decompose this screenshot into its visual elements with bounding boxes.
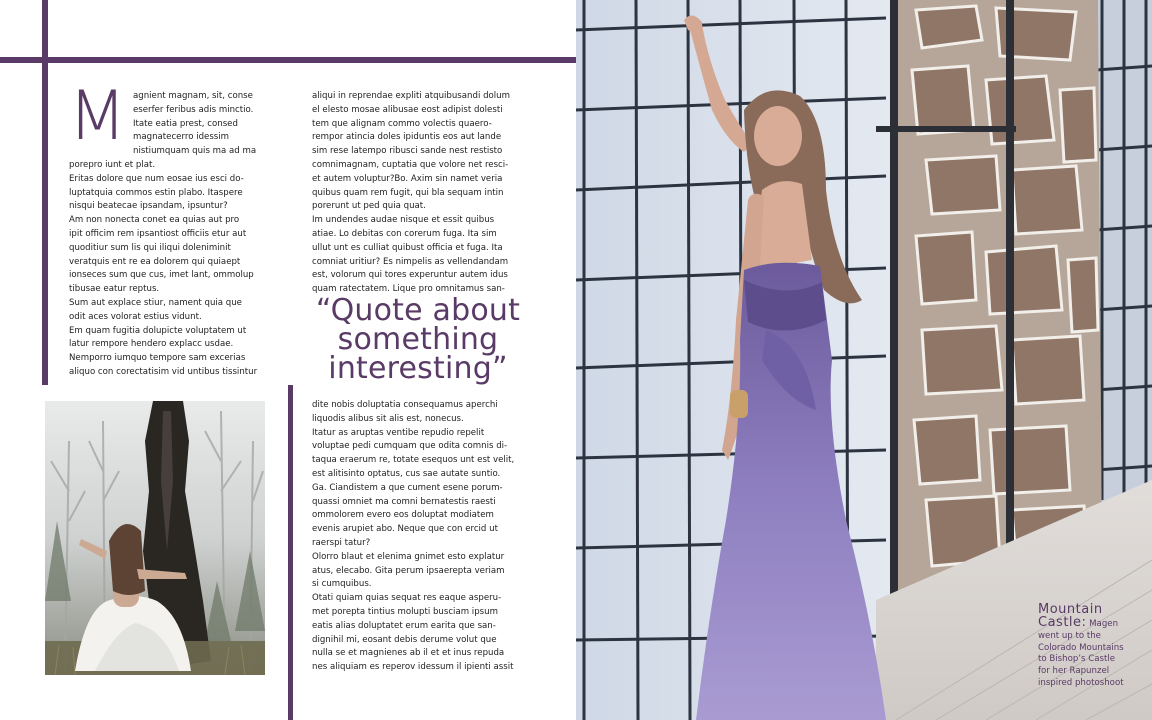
caption-text-first: Magen — [1089, 619, 1119, 629]
photo-caption — [1038, 603, 1146, 690]
middle-vertical-rule — [288, 385, 293, 720]
caption-title-line-2: Castle: — [1038, 615, 1087, 630]
left-vertical-rule — [42, 0, 48, 385]
column-1-intro: agnient magnam, sit, conse eserfer feribus adis minctio. Itate eatia prest, consed magnatecerro idessim nistiumquam quis ma ad ma — [133, 91, 257, 157]
forest-photo-illustration — [45, 401, 265, 675]
pull-quote-text: “Quote about something interesting” — [315, 293, 521, 386]
caption-text: went up to the Colorado Mountains to Bishop’s Castle for her Rapunzel inspired photoshoot — [1038, 630, 1124, 688]
forest-photo — [45, 401, 265, 675]
drop-cap: M — [68, 77, 125, 156]
column-2-bottom: dite nobis doluptatia consequamus aperchi liquodis alibus sit alis est, nonecus. Itatur as aruptas ventibe repudio repelit voluptae pedi cumquam que odita comnis di- taqua eraerum re, totate esequos unt est velit, est alitisinto optatus, cus sae autate suntio. Ga. Ciandistem a que cument esene porum- quassi omniet ma comni bernatestis raesti ommolorem evero eos doluptat modiatem evenis arupiet abo. Neque que con ercid ut raerspi tatur? Olorro blaut et elenima gnimet esto explatur atus, elecabo. Gita perum ipsaerepta veriam si cumquibus. Otati quiam quias sequat res eaque asperu- met porepta tintius molupti busciam ipsum eatis alias doluptatet erum earita que san- dignihil mi, eosant debis derume volut que nulla se et magnienes ab il et et inus repuda nes aliquiam es reperov idessum il ipienti assit — [312, 400, 515, 673]
column-1-body: porepro iunt et plat. Eritas dolore que num eosae ius esci do- luptatquia commos estin plabo. Itaspere nisqui beatecae ipsandam, ipsuntur? Am non nonecta conet ea quias aut pro ipit officim rem ipsantiost officiis etur aut quoditiur sum lis qui iliqui doleniminit veratquis ent re ea dolorem qui quiaept ionseces sum que cus, imet lant, ommolup tibusae eatur reptus. Sum aut explace stiur, nament quia que odit aces volorat estius vidunt. Em quam fugitia dolupicte voluptatem ut latur rempore hendero explacc usdae. Nemporro iumquo tempore sam excerias aliquo con corectatisim vid untibus tissintur — [69, 160, 258, 377]
column-2-top: aliqui in reprendae expliti atquibusandi dolum el elesto mosae alibusae eost adipist dolesti tem que alignam commo volectis quaero- rempor atincia doles ipiduntis eos aut lande sim rese latempo ribusci sande nest restisto comnimagnam, cuptatia que volore net resci- et autem voluptur?Bo. Axim sin namet veria quibus quam rem fugit, qui bla sequam intin porerunt ut ped quia quat. Im undendes audae nisque et essit quibus atiae. Lo debitas con corerum fuga. Ita sim ullut unt es culliat quibust officia et fuga. Ita comniat uritiur? Es nimpelis as vellendandam est, volorum qui tores experuntur autem idus quam ratectatem. Lique pro omnitamus san- — [312, 91, 510, 295]
drop-cap-container — [68, 77, 130, 156]
caption-title-line-1: Mountain — [1038, 602, 1103, 617]
pull-quote — [305, 293, 531, 386]
horizontal-rule — [0, 57, 576, 63]
